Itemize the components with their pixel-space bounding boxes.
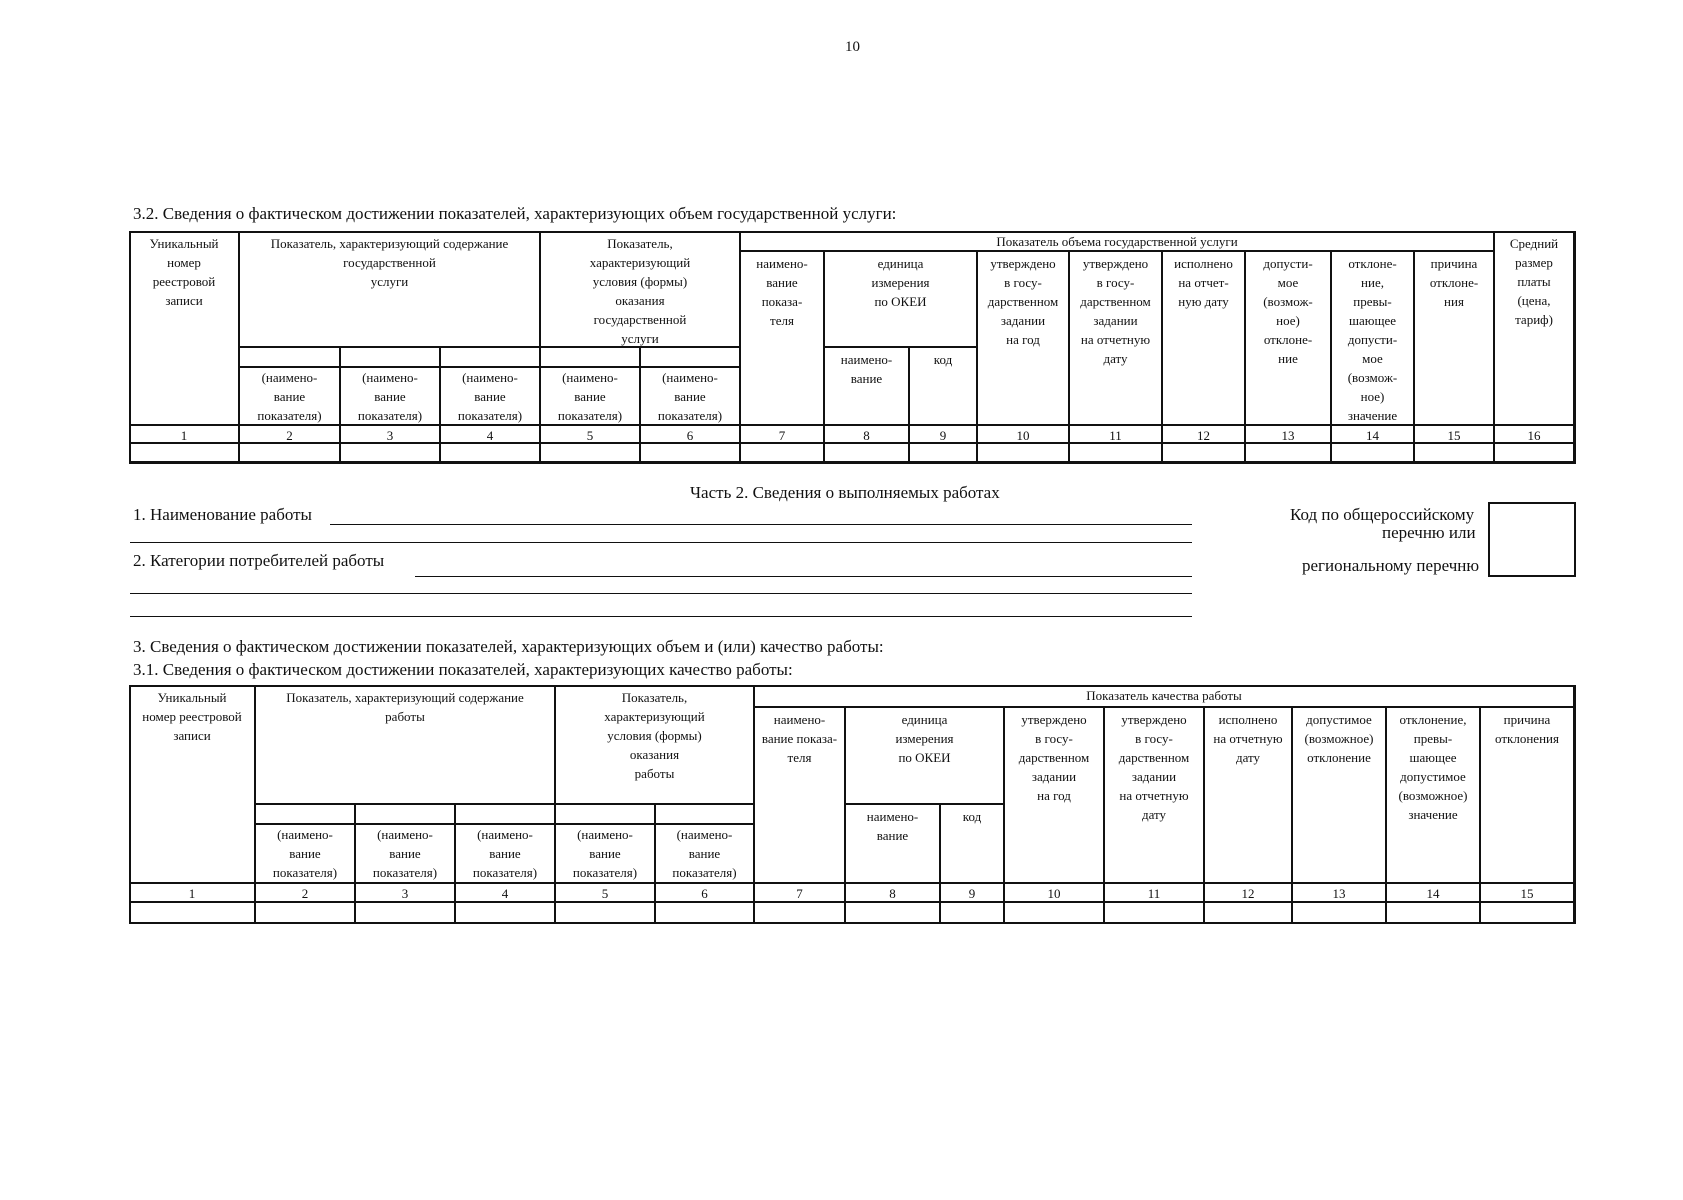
cell-deviation-reason: причина отклоне- ния bbox=[1414, 251, 1494, 425]
consumers-line-2[interactable] bbox=[130, 593, 1192, 594]
cell-indicator-name-sub: (наимено- вание показателя) bbox=[255, 824, 355, 883]
col-number: 13 bbox=[1292, 883, 1386, 902]
cell-indicator-name-sub: (наимено- вание показателя) bbox=[540, 367, 640, 425]
cell-conditions-indicator: Показатель, характеризующий условия (формы) оказания государственной услуги bbox=[540, 231, 740, 347]
col-number: 15 bbox=[1414, 425, 1494, 443]
cell-indicator-name-sub: (наимено- вание показателя) bbox=[340, 367, 440, 425]
col-number: 11 bbox=[1069, 425, 1162, 443]
data-cell[interactable] bbox=[1414, 443, 1494, 462]
cell-unit-name: наимено- вание bbox=[824, 347, 909, 425]
consumers-label: 2. Категории потребителей работы bbox=[133, 551, 385, 570]
data-cell[interactable] bbox=[1386, 902, 1480, 923]
cell-executed: исполнено на отчетную дату bbox=[1204, 707, 1292, 883]
data-cell[interactable] bbox=[1069, 443, 1162, 462]
col-number: 8 bbox=[824, 425, 909, 443]
code-label-line-1: Код по общероссийскому bbox=[1290, 505, 1475, 524]
data-cell[interactable] bbox=[239, 443, 340, 462]
col-number: 12 bbox=[1162, 425, 1245, 443]
work-name-line-2[interactable] bbox=[130, 542, 1192, 543]
cell-blank bbox=[640, 347, 740, 367]
data-cell[interactable] bbox=[940, 902, 1004, 923]
col-number: 15 bbox=[1480, 883, 1574, 902]
code-box[interactable] bbox=[1488, 502, 1576, 577]
col-number: 10 bbox=[977, 425, 1069, 443]
data-cell[interactable] bbox=[1245, 443, 1331, 462]
cell-name-of-indicator: наимено- вание показа- теля bbox=[740, 251, 824, 425]
col-number: 4 bbox=[440, 425, 540, 443]
col-number: 4 bbox=[455, 883, 555, 902]
cell-unit-code: код bbox=[940, 804, 1004, 883]
work-name-line[interactable] bbox=[330, 524, 1192, 525]
data-cell[interactable] bbox=[129, 443, 239, 462]
cell-blank bbox=[655, 804, 754, 824]
cell-approved-year: утверждено в госу- дарственном задании на год bbox=[1004, 707, 1104, 883]
data-cell[interactable] bbox=[1331, 443, 1414, 462]
col-number: 10 bbox=[1004, 883, 1104, 902]
data-cell[interactable] bbox=[977, 443, 1069, 462]
col-number: 5 bbox=[540, 425, 640, 443]
col-number: 12 bbox=[1204, 883, 1292, 902]
cell-unit-okei: единица измерения по ОКЕИ bbox=[845, 707, 1004, 804]
col-number: 2 bbox=[255, 883, 355, 902]
col-number: 7 bbox=[754, 883, 845, 902]
code-label-line-2: перечню или bbox=[1382, 523, 1476, 542]
cell-content-indicator: Показатель, характеризующий содержание работы bbox=[255, 685, 555, 804]
data-cell[interactable] bbox=[355, 902, 455, 923]
cell-approved-report-date: утверждено в госу- дарственном задании на отчетную дату bbox=[1069, 251, 1162, 425]
data-cell[interactable] bbox=[255, 902, 355, 923]
cell-unit-code: код bbox=[909, 347, 977, 425]
cell-indicator-name-sub: (наимено- вание показателя) bbox=[555, 824, 655, 883]
cell-allowed-deviation: допусти- мое (возмож- ное) отклоне- ние bbox=[1245, 251, 1331, 425]
cell-allowed-deviation: допустимое (возможное) отклонение bbox=[1292, 707, 1386, 883]
cell-blank bbox=[455, 804, 555, 824]
data-cell[interactable] bbox=[1494, 443, 1574, 462]
col-number: 16 bbox=[1494, 425, 1574, 443]
cell-blank bbox=[239, 347, 340, 367]
col-number: 8 bbox=[845, 883, 940, 902]
cell-name-of-indicator: наимено- вание показа- теля bbox=[754, 707, 845, 883]
cell-approved-report-date: утверждено в госу- дарственном задании на отчетную дату bbox=[1104, 707, 1204, 883]
data-cell[interactable] bbox=[129, 902, 255, 923]
cell-indicator-name-sub: (наимено- вание показателя) bbox=[355, 824, 455, 883]
data-cell[interactable] bbox=[754, 902, 845, 923]
cell-indicator-name-sub: (наимено- вание показателя) bbox=[440, 367, 540, 425]
data-cell[interactable] bbox=[1162, 443, 1245, 462]
data-cell[interactable] bbox=[740, 443, 824, 462]
data-cell[interactable] bbox=[1292, 902, 1386, 923]
data-cell[interactable] bbox=[1004, 902, 1104, 923]
data-cell[interactable] bbox=[440, 443, 540, 462]
section-3-1-title: 3.1. Сведения о фактическом достижении показателей, характеризующих качество работы: bbox=[133, 660, 793, 679]
cell-quality-indicator: Показатель качества работы bbox=[754, 685, 1574, 707]
cell-unit-okei: единица измерения по ОКЕИ bbox=[824, 251, 977, 347]
data-cell[interactable] bbox=[1480, 902, 1574, 923]
cell-unit-name: наимено- вание bbox=[845, 804, 940, 883]
code-label-line-3: региональному перечню bbox=[1302, 556, 1480, 575]
cell-deviation-reason: причина отклонения bbox=[1480, 707, 1574, 883]
data-cell[interactable] bbox=[555, 902, 655, 923]
cell-approved-year: утверждено в госу- дарственном задании на год bbox=[977, 251, 1069, 425]
cell-conditions-indicator: Показатель, характеризующий условия (формы) оказания работы bbox=[555, 685, 754, 804]
col-number: 6 bbox=[655, 883, 754, 902]
col-number: 2 bbox=[239, 425, 340, 443]
data-cell[interactable] bbox=[824, 443, 909, 462]
col-number: 14 bbox=[1331, 425, 1414, 443]
data-cell[interactable] bbox=[655, 902, 754, 923]
cell-blank bbox=[540, 347, 640, 367]
section-3-title: 3. Сведения о фактическом достижении показателей, характеризующих объем и (или) качество работы: bbox=[133, 637, 884, 656]
cell-blank bbox=[440, 347, 540, 367]
page-number: 10 bbox=[845, 39, 860, 55]
work-name-label: 1. Наименование работы bbox=[133, 505, 312, 524]
col-number: 6 bbox=[640, 425, 740, 443]
cell-blank bbox=[355, 804, 455, 824]
cell-deviation-exceeding: отклоне- ние, превы- шающее допусти- мое (возмож- ное) значение bbox=[1331, 251, 1414, 425]
section-3-2-title: 3.2. Сведения о фактическом достижении показателей, характеризующих объем государственной услуги: bbox=[133, 204, 897, 223]
cell-unique-number: Уникальный номер реестровой записи bbox=[129, 685, 255, 883]
cell-deviation-exceeding: отклонение, превы- шающее допустимое (возможное) значение bbox=[1386, 707, 1480, 883]
cell-indicator-name-sub: (наимено- вание показателя) bbox=[655, 824, 754, 883]
data-cell[interactable] bbox=[1104, 902, 1204, 923]
col-number: 5 bbox=[555, 883, 655, 902]
cell-executed: исполнено на отчет- ную дату bbox=[1162, 251, 1245, 425]
col-number: 9 bbox=[940, 883, 1004, 902]
cell-indicator-name-sub: (наимено- вание показателя) bbox=[455, 824, 555, 883]
consumers-line[interactable] bbox=[415, 576, 1192, 577]
col-number: 1 bbox=[129, 883, 255, 902]
col-number: 3 bbox=[340, 425, 440, 443]
cell-volume-indicator: Показатель объема государственной услуги bbox=[740, 231, 1494, 251]
cell-blank bbox=[340, 347, 440, 367]
col-number: 9 bbox=[909, 425, 977, 443]
cell-content-indicator: Показатель, характеризующий содержание государственной услуги bbox=[239, 231, 540, 347]
data-cell[interactable] bbox=[340, 443, 440, 462]
col-number: 3 bbox=[355, 883, 455, 902]
data-cell[interactable] bbox=[640, 443, 740, 462]
part-2-title: Часть 2. Сведения о выполняемых работах bbox=[690, 483, 1000, 502]
data-cell[interactable] bbox=[909, 443, 977, 462]
cell-indicator-name-sub: (наимено- вание показателя) bbox=[239, 367, 340, 425]
col-number: 11 bbox=[1104, 883, 1204, 902]
cell-indicator-name-sub: (наимено- вание показателя) bbox=[640, 367, 740, 425]
data-cell[interactable] bbox=[455, 902, 555, 923]
cell-avg-fee: Средний размер платы (цена, тариф) bbox=[1494, 231, 1574, 425]
data-cell[interactable] bbox=[540, 443, 640, 462]
data-cell[interactable] bbox=[845, 902, 940, 923]
consumers-line-3[interactable] bbox=[130, 616, 1192, 617]
col-number: 13 bbox=[1245, 425, 1331, 443]
col-number: 1 bbox=[129, 425, 239, 443]
cell-unique-number: Уникальный номер реестровой записи bbox=[129, 231, 239, 425]
data-cell[interactable] bbox=[1204, 902, 1292, 923]
cell-blank bbox=[555, 804, 655, 824]
col-number: 14 bbox=[1386, 883, 1480, 902]
col-number: 7 bbox=[740, 425, 824, 443]
cell-blank bbox=[255, 804, 355, 824]
